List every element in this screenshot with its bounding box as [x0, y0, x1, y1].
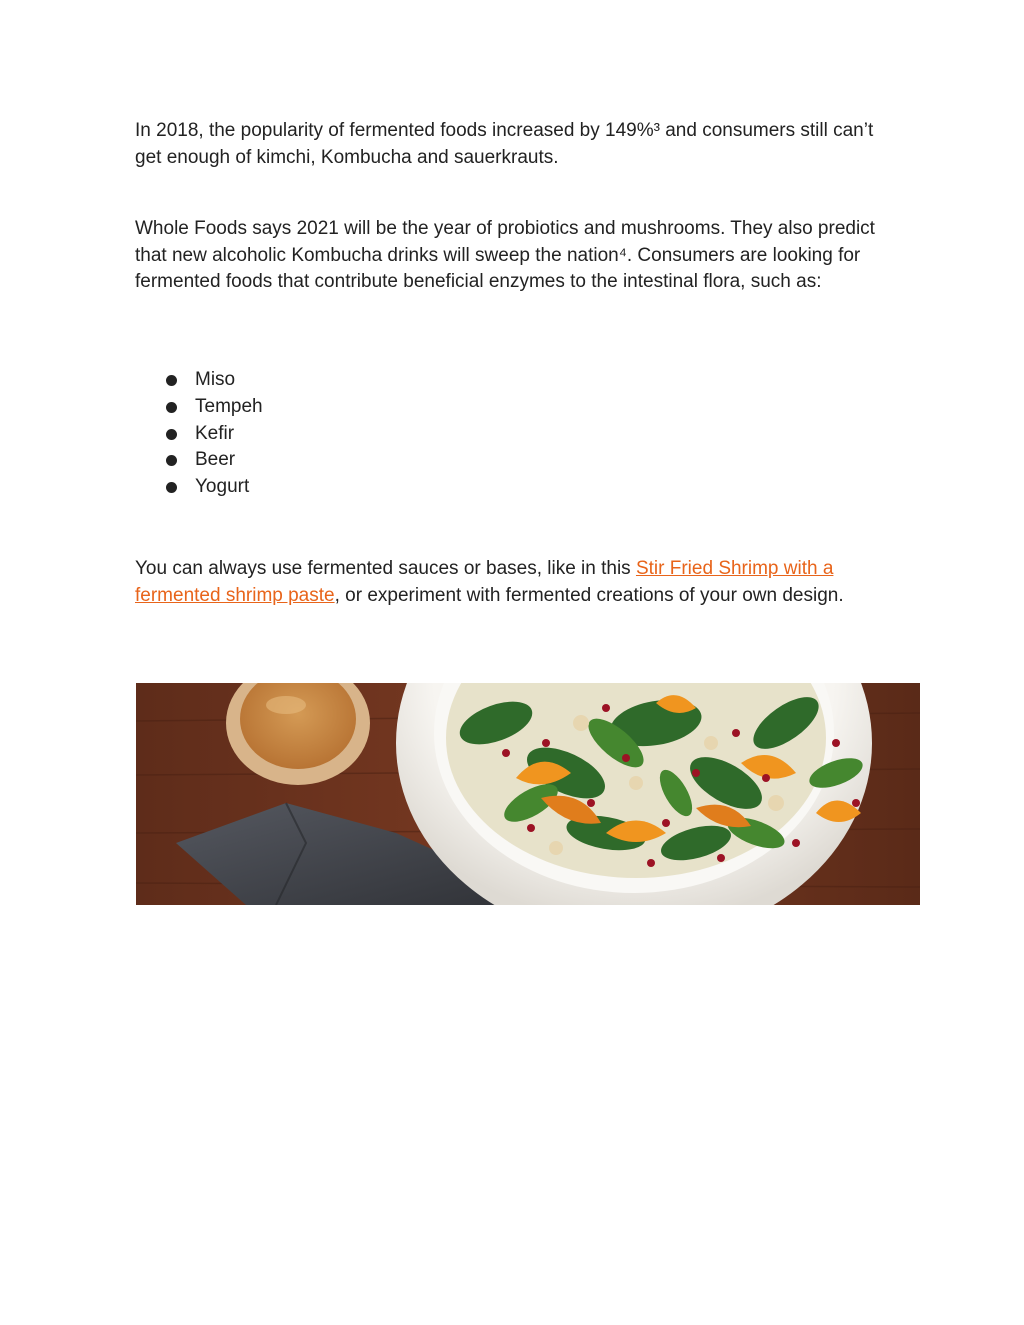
- list-item-label: Yogurt: [195, 476, 250, 498]
- fermented-foods-list: [135, 367, 263, 501]
- list-item: [135, 367, 263, 394]
- bullet-icon: [166, 482, 177, 493]
- paragraph-fermented-sauces: [135, 556, 875, 609]
- bullet-icon: [166, 402, 177, 413]
- bullet-icon: [166, 375, 177, 386]
- paragraph-text-after-link: , or experiment with fermented creations of your own design.: [334, 584, 844, 606]
- list-item-label: Miso: [195, 369, 236, 390]
- list-item-label: Tempeh: [195, 395, 263, 417]
- list-item: [135, 447, 263, 474]
- bullet-icon: [166, 455, 177, 466]
- bullet-icon: [166, 429, 177, 440]
- list-item-label: Beer: [195, 449, 236, 471]
- list-item: [135, 421, 263, 448]
- paragraph-whole-foods-prediction: Whole Foods says 2021 will be the year of probiotics and mushrooms. They also predict that new alcoholic Kombucha drinks will sweep the nation⁴. Consumers are looking for fermented foods that contribute beneficial enzymes to the intestinal flora, such as:: [135, 218, 875, 292]
- salad-photo: [136, 683, 920, 905]
- list-item-label: Kefir: [195, 422, 235, 444]
- list-item: [135, 474, 263, 501]
- paragraph-text-before-link: You can always use fermented sauces or bases, like in this: [135, 558, 636, 579]
- recipe-link[interactable]: Stir Fried Shrimp with a fermented shrimp paste: [135, 558, 834, 606]
- list-item: [135, 394, 263, 421]
- paragraph-fermented-popularity: In 2018, the popularity of fermented foods increased by 149%³ and consumers still can’t get enough of kimchi, Kombucha and sauerkrauts.: [135, 120, 874, 168]
